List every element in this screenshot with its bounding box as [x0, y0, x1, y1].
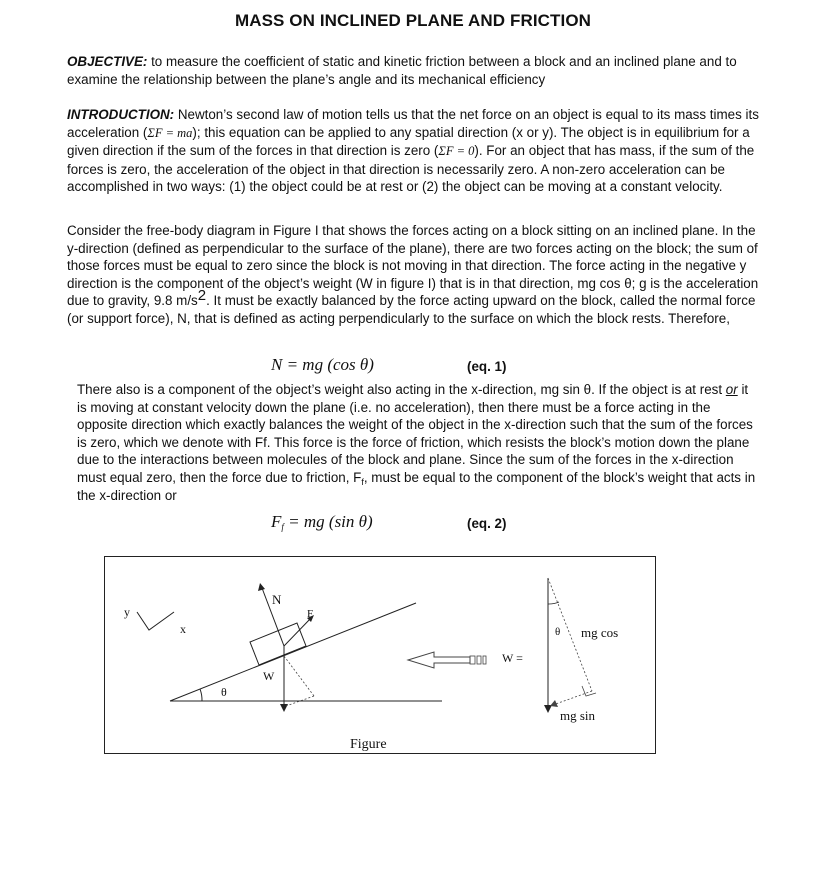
angle-label: θ: [221, 685, 227, 699]
weight-label: W: [263, 669, 275, 683]
axis-x-label: x: [180, 622, 186, 636]
friction-text-2: it is moving at constant velocity down the plane (i.e. no acceleration), then there must be a force acting in the opposite direction which exactly balances the weight of the object in the x-direction such that the sum of the forces is zero, which we denote with Ff. This force is the force of friction, which resists the block’s motion down the plane due to the interactions between molecules of the block and plane. Since the sum of the forces in the x-direction must equal zero, then the force due to friction, F: [77, 382, 753, 485]
friction-text-1: There also is a component of the object’s weight also acting in the x-direction, mg sin θ. If the object is at rest: [77, 382, 726, 397]
free-body-text-2: . It must be exactly balanced by the force acting upward on the block, called the normal force (or support force), N, that is defined as acting perpendicularly to the surface on which the block rests. Therefore,: [67, 293, 756, 326]
objective-paragraph: [67, 53, 767, 88]
equation-1-formula: N = mg (cos θ): [271, 355, 374, 374]
introduction-text-2: ); this equation can be applied to any spatial direction (x or y). The object is in equilibrium for a given direction if the sum of the forces in that direction is zero (: [67, 124, 750, 159]
equilibrium-formula: ΣF = 0: [438, 144, 475, 159]
equation-2-lhs: F: [271, 512, 282, 531]
introduction-label: INTRODUCTION:: [67, 107, 175, 122]
free-body-figure: [104, 556, 656, 754]
equation-2-formula: [271, 512, 373, 532]
objective-label: OBJECTIVE:: [67, 54, 148, 69]
introduction-text-1: Newton’s second law of motion tells us that the net force on an object is equal to its mass times its acceleration (: [67, 107, 759, 140]
figure-caption: Figure: [350, 737, 387, 752]
or-underlined: or: [725, 382, 738, 397]
normal-force-label: N: [272, 592, 282, 607]
figure-border: [105, 557, 656, 754]
equation-2-label: (eq. 2): [467, 516, 507, 531]
equation-2-subscript: f: [281, 522, 284, 532]
mg-cos-label: mg cos: [581, 625, 619, 640]
friction-text-3: , must be equal to the component of the block’s weight that acts in the x-direction or: [77, 469, 756, 503]
introduction-paragraph: [67, 106, 767, 196]
free-body-text-1: Consider the free-body diagram in Figure I that shows the forces acting on a block sitting on an inclined plane. In the y-direction (defined as perpendicular to the surface of the plane), there are two forces acting on the block; the sum of those forces must be equal to zero since the block is not moving in that direction. The force acting in the negative y direction is the component of the object’s weight (W in figure I) that is in that direction, mg cos θ; g is the acceleration due to gravity, 9.8 m/s: [67, 223, 759, 309]
angle-2-label: θ: [555, 626, 561, 638]
friction-subscript: f: [361, 476, 364, 487]
axis-y-label: y: [124, 605, 130, 619]
equation-2-rhs: = mg (sin θ): [283, 512, 373, 531]
mg-sin-label: mg sin: [560, 708, 596, 723]
newton-second-law-formula: ΣF = ma: [147, 125, 193, 140]
equation-1-label: (eq. 1): [467, 359, 507, 374]
introduction-text-3: ). For an object that has mass, if the sum of the forces is zero, the acceleration of the object in that direction is necessarily zero. A non-zero acceleration can be accomplished in two ways: (1) the object could be at rest or (2) the object can be moving at a constant velocity.: [67, 143, 755, 195]
weight-equals-label: W =: [502, 651, 523, 665]
objective-text: to measure the coefficient of static and kinetic friction between a block and an inclined plane and to examine the relationship between the plane’s angle and its mechanical efficiency: [67, 54, 737, 87]
page-title: MASS ON INCLINED PLANE AND FRICTION: [234, 11, 592, 30]
squared-superscript: 2: [197, 287, 207, 305]
free-body-paragraph: [67, 222, 767, 328]
friction-paragraph: [77, 381, 757, 504]
friction-force-label: F: [307, 608, 314, 620]
